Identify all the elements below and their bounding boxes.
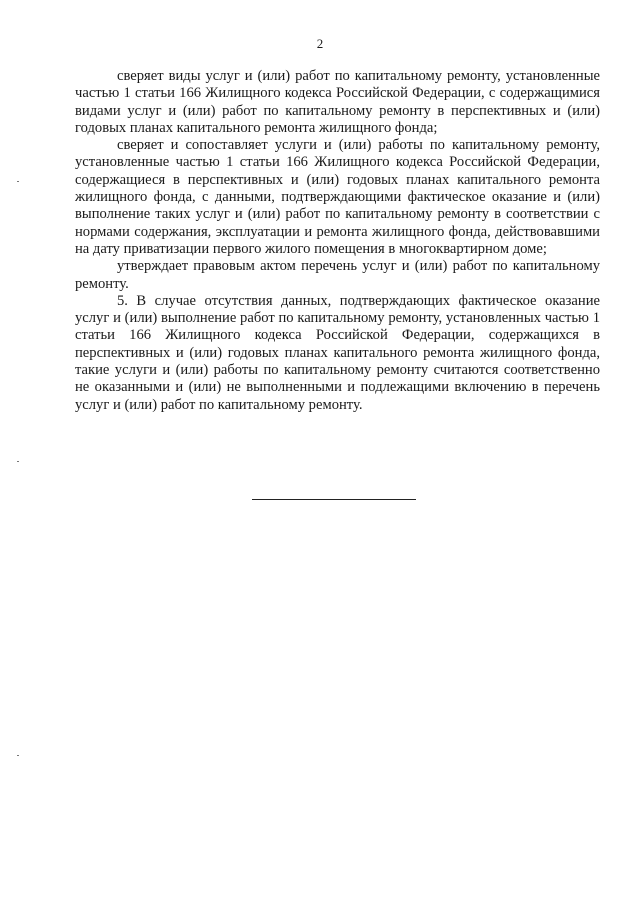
end-separator-line	[252, 499, 416, 500]
scan-mark	[17, 755, 19, 756]
paragraph-compare-services: сверяет и сопоставляет услуги и (или) работы по капитальному ремонту, установленные частью 1 статьи 166 Жилищного кодекса Российской Федерации, содержащиеся в перспективных и (или) годовых планах капитального ремонта жилищного фонда, с данными, подтверждающими фактическое оказание и (или) выполнение таких услуг и (или) работ по капитальному ремонту в соответствии с нормами содержания, эксплуатации и ремонта жилищного фонда, действовавшими на дату приватизации первого жилого помещения в многоквартирном доме;	[75, 137, 600, 257]
document-body	[75, 68, 600, 414]
paragraph-verify-types: сверяет виды услуг и (или) работ по капитальному ремонту, установленные частью 1 статьи 166 Жилищного кодекса Российской Федерации, с содержащимися видами услуг и (или) работ по капитальному ремонту в перспективных и (или) годовых планах капитального ремонта жилищного фонда;	[75, 68, 600, 136]
page-number: 2	[316, 36, 324, 51]
scan-mark	[17, 181, 19, 182]
scan-mark	[17, 461, 19, 462]
paragraph-clause-5: 5. В случае отсутствия данных, подтверждающих фактическое оказание услуг и (или) выполнение работ по капитальному ремонту, установленных частью 1 статьи 166 Жилищного кодекса Российской Федерации, содержащихся в перспективных и (или) годовых планах капитального ремонта жилищного фонда, такие услуги и (или) работы по капитальному ремонту считаются соответственно не оказанными и (или) не выполненными и подлежащими включению в перечень услуг и (или) работ по капитальному ремонту.	[75, 292, 600, 413]
paragraph-approve-list: утверждает правовым актом перечень услуг и (или) работ по капитальному ремонту.	[75, 258, 600, 292]
